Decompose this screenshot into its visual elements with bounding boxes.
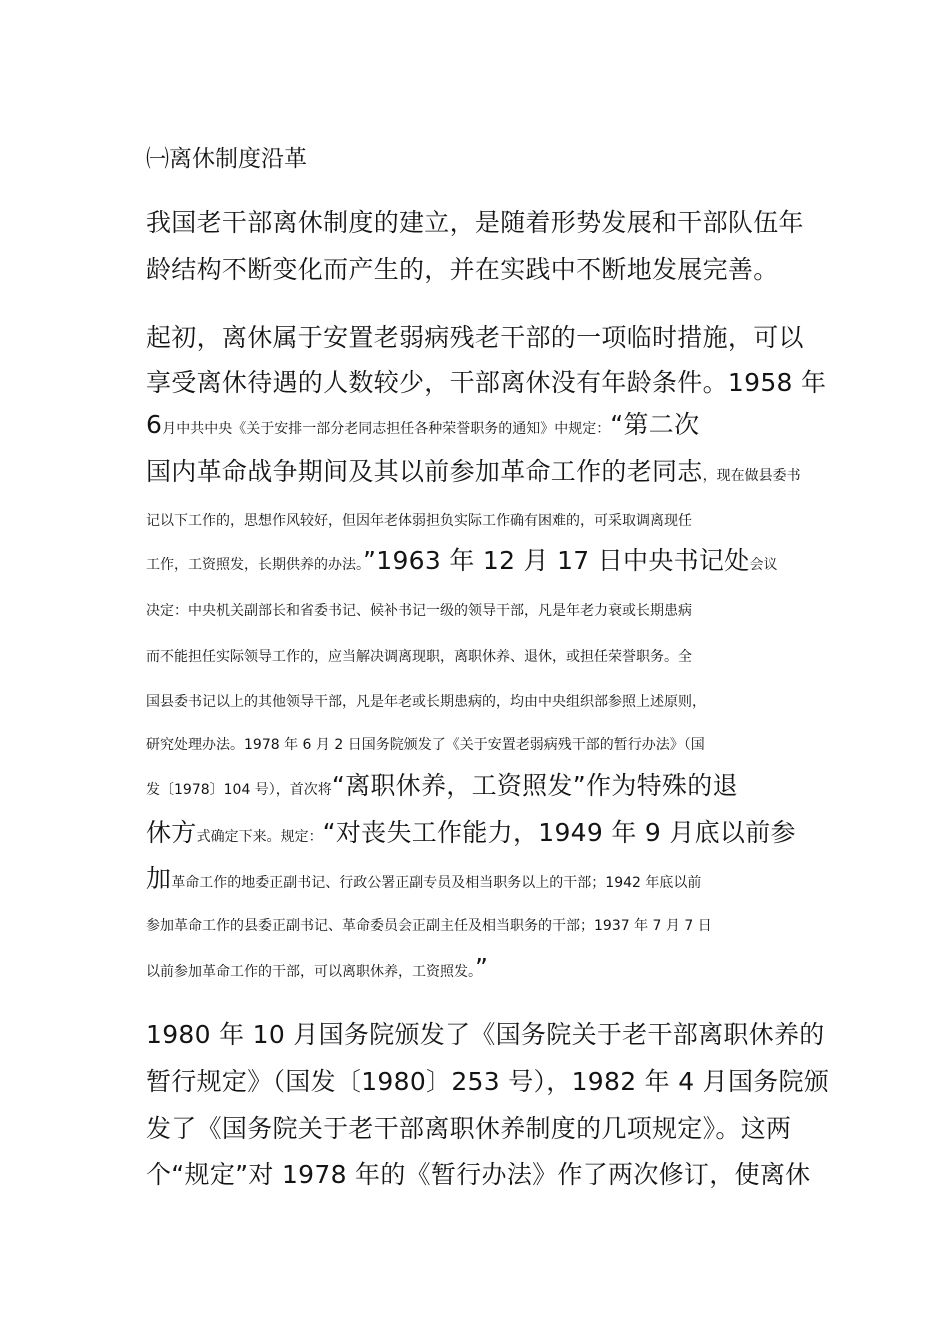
text-line: 记以下工作的，思想作风较好，但因年老体弱担负实际工作确有困难的，可采取调离现任 — [146, 513, 692, 529]
text-run: “第二次 — [610, 410, 700, 439]
text-line: 享受离休待遇的人数较少，干部离休没有年龄条件。1958 年 — [146, 368, 827, 397]
text-line: 龄结构不断变化而产生的，并在实践中不断地发展完善。 — [146, 255, 779, 284]
text-line: 国县委书记以上的其他领导干部，凡是年老或长期患病的，均由中央组织部参照上述原则， — [146, 694, 706, 710]
text-run: 工作，工资照发，长期供养的办法。 — [146, 557, 363, 573]
text-run: 国内革命战争期间及其以前参加革命工作的老同志 — [146, 457, 703, 486]
text-run: 6 — [146, 410, 163, 439]
text-run: ”1963 年 12 月 17 日中央书记处 — [363, 546, 750, 575]
text-run: 发〔1978〕104 号），首次将 — [146, 782, 332, 798]
text-line — [146, 412, 699, 437]
text-run: 休方 — [146, 818, 197, 847]
text-run: ” — [475, 953, 489, 982]
text-run: 以前参加革命工作的干部，可以离职休养，工资照发。 — [146, 964, 475, 980]
text-run: “离职休养，工资照发”作为特殊的退 — [331, 771, 738, 800]
text-line: 起初，离休属于安置老弱病残老干部的一项临时措施，可以 — [146, 323, 804, 352]
text-line: 我国老干部离休制度的建立，是随着形势发展和干部队伍年 — [146, 208, 804, 237]
text-line — [146, 773, 738, 798]
text-line: 参加革命工作的县委正副书记、革命委员会正副主任及相当职务的干部；1937 年 7 月 7 日 — [146, 918, 712, 934]
text-run: 革命工作的地委正副书记、行政公署正副专员及相当职务以上的干部；1942 年底以前 — [171, 875, 702, 891]
text-run: 式确定下来。规定： — [196, 829, 323, 845]
text-line — [146, 866, 701, 891]
text-run: “对丧失工作能力，1949 年 9 月底以前参 — [322, 818, 796, 847]
section-heading: ㈠离休制度沿革 — [146, 146, 307, 172]
text-line — [146, 548, 778, 573]
text-line: 决定：中央机关副部长和省委书记、候补书记一级的领导干部，凡是年老力衰或长期患病 — [146, 603, 692, 619]
text-line: 发了《国务院关于老干部离职休养制度的几项规定》。这两 — [146, 1114, 792, 1143]
text-run: ，现在做县委书 — [702, 468, 801, 484]
text-line — [146, 955, 488, 980]
text-line: 暂行规定》（国发〔1980〕253 号），1982 年 4 月国务院颁 — [146, 1067, 830, 1096]
text-line: 个“规定”对 1978 年的《暂行办法》作了两次修订，使离休 — [146, 1160, 811, 1189]
text-line: 而不能担任实际领导工作的，应当解决调离现职，离职休养、退休，或担任荣誉职务。全 — [146, 649, 692, 665]
text-line: 1980 年 10 月国务院颁发了《国务院关于老干部离职休养的 — [146, 1020, 825, 1049]
text-line — [146, 459, 801, 484]
text-line: 研究处理办法。1978 年 6 月 2 日国务院颁发了《关于安置老弱病残干部的暂行办法》（国 — [146, 737, 705, 753]
text-run: 加 — [146, 864, 172, 893]
text-run: 月中共中央《关于安排一部分老同志担任各种荣誉职务的通知》中规定： — [162, 421, 611, 437]
text-run: 会议 — [749, 557, 778, 573]
text-line — [146, 820, 796, 845]
